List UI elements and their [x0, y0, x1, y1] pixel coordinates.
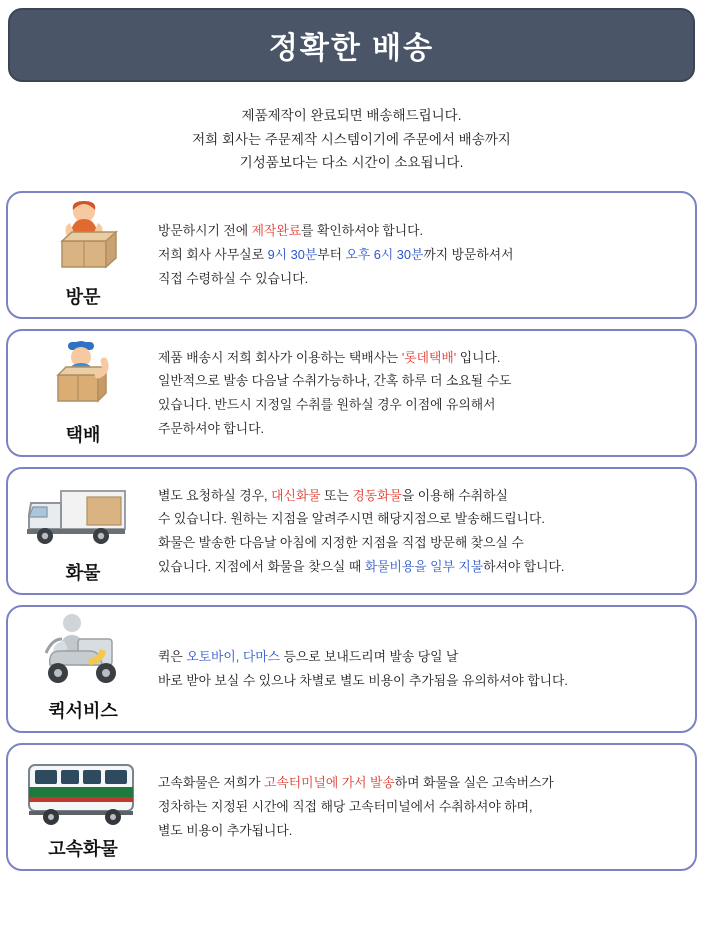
text-segment: 정차하는 지정된 시간에 직접 해당 고속터미널에서 수취하셔야 하며,: [158, 799, 533, 815]
text-segment: 방문하시기 전에: [158, 223, 252, 239]
text-segment: 별도 비용이 추가됩니다.: [158, 822, 293, 838]
cargo-truck-icon: [23, 477, 143, 553]
highlight-segment: 화물비용을 일부 지불: [364, 558, 484, 574]
intro-line: 제품제작이 완료되면 배송해드립니다.: [241, 108, 462, 123]
text-segment: 바로 받아 보실 수 있으나 차별로 별도 비용이 추가됨을 유의하셔야 합니다.: [158, 672, 568, 688]
express-bus-icon: [23, 757, 143, 829]
text-segment: 저희 회사 사무실로: [158, 247, 268, 263]
delivery-man-icon: [40, 339, 126, 415]
delivery-method-card: [6, 467, 697, 595]
highlight-segment: 경동화물: [352, 487, 402, 503]
highlight-segment: 9시 30분: [267, 247, 318, 263]
text-segment: 주문하셔야 합니다.: [158, 420, 265, 436]
description-line: [158, 243, 681, 267]
text-segment: 있습니다. 지점에서 화물을 찾으실 때: [158, 558, 365, 574]
description-line: [158, 484, 681, 508]
text-segment: 을 이용해 수취하실: [401, 487, 508, 503]
highlight-segment: '롯데택배': [401, 349, 457, 365]
text-segment: 일반적으로 발송 다음날 수취가능하나, 간혹 하루 더 소요될 수도: [158, 373, 512, 389]
scooter-quick-service-icon: [28, 613, 138, 691]
delivery-method-card: [6, 743, 697, 871]
card-icon-column: [8, 339, 158, 447]
description-line: [158, 393, 681, 417]
text-segment: 수 있습니다. 원하는 지점을 알려주시면 해당지점으로 발송해드립니다.: [158, 511, 545, 527]
card-icon-column: [8, 615, 158, 723]
card-icon-column: [8, 201, 158, 309]
cargo-truck-icon: [23, 477, 143, 553]
scooter-quick-service-icon: [28, 615, 138, 691]
person-with-box-icon: [40, 201, 126, 277]
card-description: [158, 346, 695, 441]
description-line: [158, 795, 681, 819]
intro-line: 기성품보다는 다소 시간이 소요됩니다.: [239, 155, 464, 171]
description-line: [158, 346, 681, 370]
description-line: [158, 669, 681, 693]
text-segment: 또는: [320, 487, 353, 503]
card-description: [158, 771, 695, 842]
card-label: 고속화물: [48, 838, 118, 859]
card-icon-column: [8, 753, 158, 861]
text-segment: 부터: [317, 247, 346, 263]
delivery-method-list: [0, 191, 703, 871]
text-segment: 퀵은: [158, 649, 187, 665]
description-line: [158, 369, 681, 393]
express-bus-icon: [23, 753, 143, 829]
delivery-method-card: [6, 605, 697, 733]
text-segment: 까지 방문하셔서: [423, 247, 514, 263]
text-segment: 직접 수령하실 수 있습니다.: [158, 270, 309, 286]
highlight-segment: 제작완료: [251, 223, 302, 239]
description-line: [158, 771, 681, 795]
description-line: [158, 267, 681, 291]
text-segment: 제품 배송시 저희 회사가 이용하는 택배사는: [158, 349, 402, 365]
description-line: [158, 219, 681, 243]
description-line: [158, 819, 681, 843]
highlight-segment: 고속터미널에 가서 발송: [264, 775, 395, 791]
card-icon-column: [8, 477, 158, 585]
highlight-segment: 오후 6시 30분: [345, 247, 424, 263]
text-segment: 있습니다. 반드시 지정일 수취를 원하실 경우 이점에 유의해서: [158, 396, 496, 412]
highlight-segment: 대신화물: [271, 487, 321, 503]
intro-line: 저희 회사는 주문제작 시스템이기에 주문에서 배송까지: [192, 131, 511, 147]
card-description: [158, 645, 695, 692]
delivery-method-card: [6, 191, 697, 319]
person-with-box-icon: [40, 201, 126, 277]
delivery-man-icon: [40, 339, 126, 415]
text-segment: 별도 요청하실 경우,: [158, 487, 272, 503]
page-title: 정확한 배송: [268, 32, 435, 65]
page-header: [8, 8, 695, 82]
description-line: [158, 645, 681, 669]
text-segment: 를 확인하셔야 합니다.: [301, 223, 424, 239]
highlight-segment: 오토바이, 다마스: [186, 649, 280, 665]
intro-paragraph: [0, 104, 703, 175]
card-description: [158, 484, 695, 579]
description-line: [158, 417, 681, 441]
text-segment: 고속화물은 저희가: [158, 775, 265, 791]
card-label: 방문: [65, 286, 101, 307]
card-label: 택배: [65, 424, 101, 445]
text-segment: 하셔야 합니다.: [483, 558, 565, 574]
card-label: 화물: [65, 562, 101, 583]
text-segment: 입니다.: [456, 349, 501, 365]
description-line: [158, 507, 681, 531]
delivery-method-card: [6, 329, 697, 457]
text-segment: 등으로 보내드리며 발송 당일 날: [279, 649, 459, 665]
card-description: [158, 219, 695, 290]
text-segment: 화물은 발송한 다음날 아침에 지정한 지점을 직접 방문해 찾으실 수: [158, 534, 524, 550]
description-line: [158, 531, 681, 555]
text-segment: 하며 화물을 실은 고속버스가: [394, 775, 554, 791]
card-label: 퀵서비스: [48, 700, 118, 721]
description-line: [158, 555, 681, 579]
